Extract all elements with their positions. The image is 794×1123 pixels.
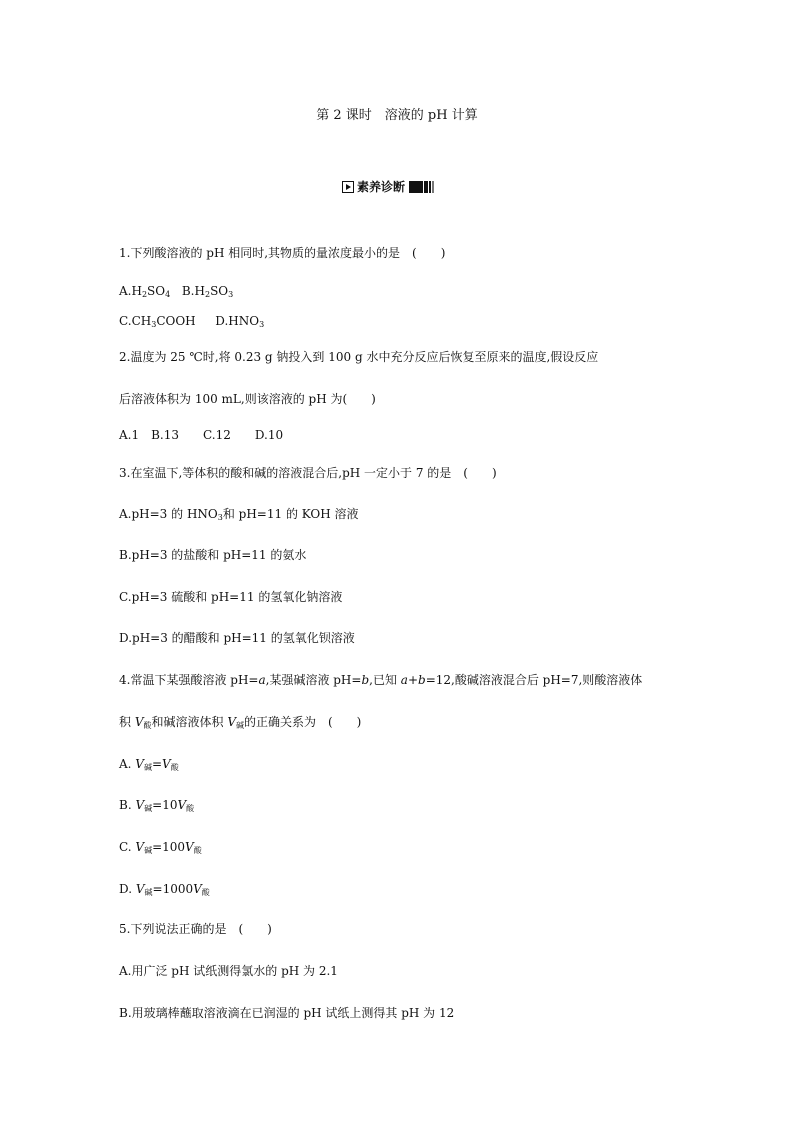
section-label: 素养诊断 [357, 180, 406, 194]
question-3-option-a: A.pH=3 的 $HNO_3$和 pH=11 的 KOH 溶液 [119, 507, 359, 522]
play-icon [342, 181, 354, 193]
section-header [342, 178, 435, 195]
question-1-options-cd [119, 314, 264, 328]
question-4-option-d: D. $V_碱=1000V_酸$ [119, 882, 210, 897]
question-5-option-b: B.用玻璃棒蘸取溶液滴在已润湿的 pH 试纸上测得其 pH 为 12 [119, 1006, 455, 1020]
option-d: $D.HNO_3$ [215, 314, 265, 329]
question-4-stem-line2: 积 $V_酸$和碱溶液体积 $V_碱$的正确关系为 ( ) [119, 715, 362, 730]
question-2-stem-line1: 2.温度为 25 ℃时,将 0.23 g 钠投入到 100 g 水中充分反应后恢复至原来的温度,假设反应 [119, 350, 599, 364]
decorative-bars-icon [409, 181, 435, 193]
question-1-options-ab [119, 284, 233, 298]
question-4-option-b: B. $V_碱=10V_酸$ [119, 798, 195, 813]
option-a: $A.H_2SO_4$ [119, 284, 171, 299]
question-5-stem: 5.下列说法正确的是 ( ) [119, 922, 272, 936]
question-3-option-c: C.pH=3 硫酸和 pH=11 的氢氧化钠溶液 [119, 590, 343, 604]
question-4-option-c: C. $V_碱=100V_酸$ [119, 840, 202, 855]
question-5-option-a: A.用广泛 pH 试纸测得氯水的 pH 为 2.1 [119, 964, 338, 978]
question-3-option-b: B.pH=3 的盐酸和 pH=11 的氨水 [119, 548, 307, 562]
question-3-option-d: D.pH=3 的醋酸和 pH=11 的氢氧化钡溶液 [119, 631, 355, 645]
option-b: $B.H_2SO_3$ [181, 284, 234, 299]
question-1-stem: 1.下列酸溶液的 pH 相同时,其物质的量浓度最小的是 ( ) [119, 246, 446, 260]
question-2-options: A.1 B.13 C.12 D.10 [119, 428, 284, 442]
question-4-stem-line1: 4.常温下某强酸溶液 pH=a,某强碱溶液 pH=b,已知 a+b=12,酸碱溶液混合后 pH=7,则酸溶液体 [119, 673, 643, 687]
question-3-stem: 3.在室温下,等体积的酸和碱的溶液混合后,pH 一定小于 7 的是 ( ) [119, 466, 497, 480]
question-2-stem-line2: 后溶液体积为 100 mL,则该溶液的 pH 为( ) [119, 392, 376, 406]
question-4-option-a: A. $V_碱=V_酸$ [119, 757, 179, 772]
page-title: 第 2 课时 溶液的 pH 计算 [316, 108, 478, 123]
option-c: $C.CH_3COOH$ [119, 314, 196, 329]
